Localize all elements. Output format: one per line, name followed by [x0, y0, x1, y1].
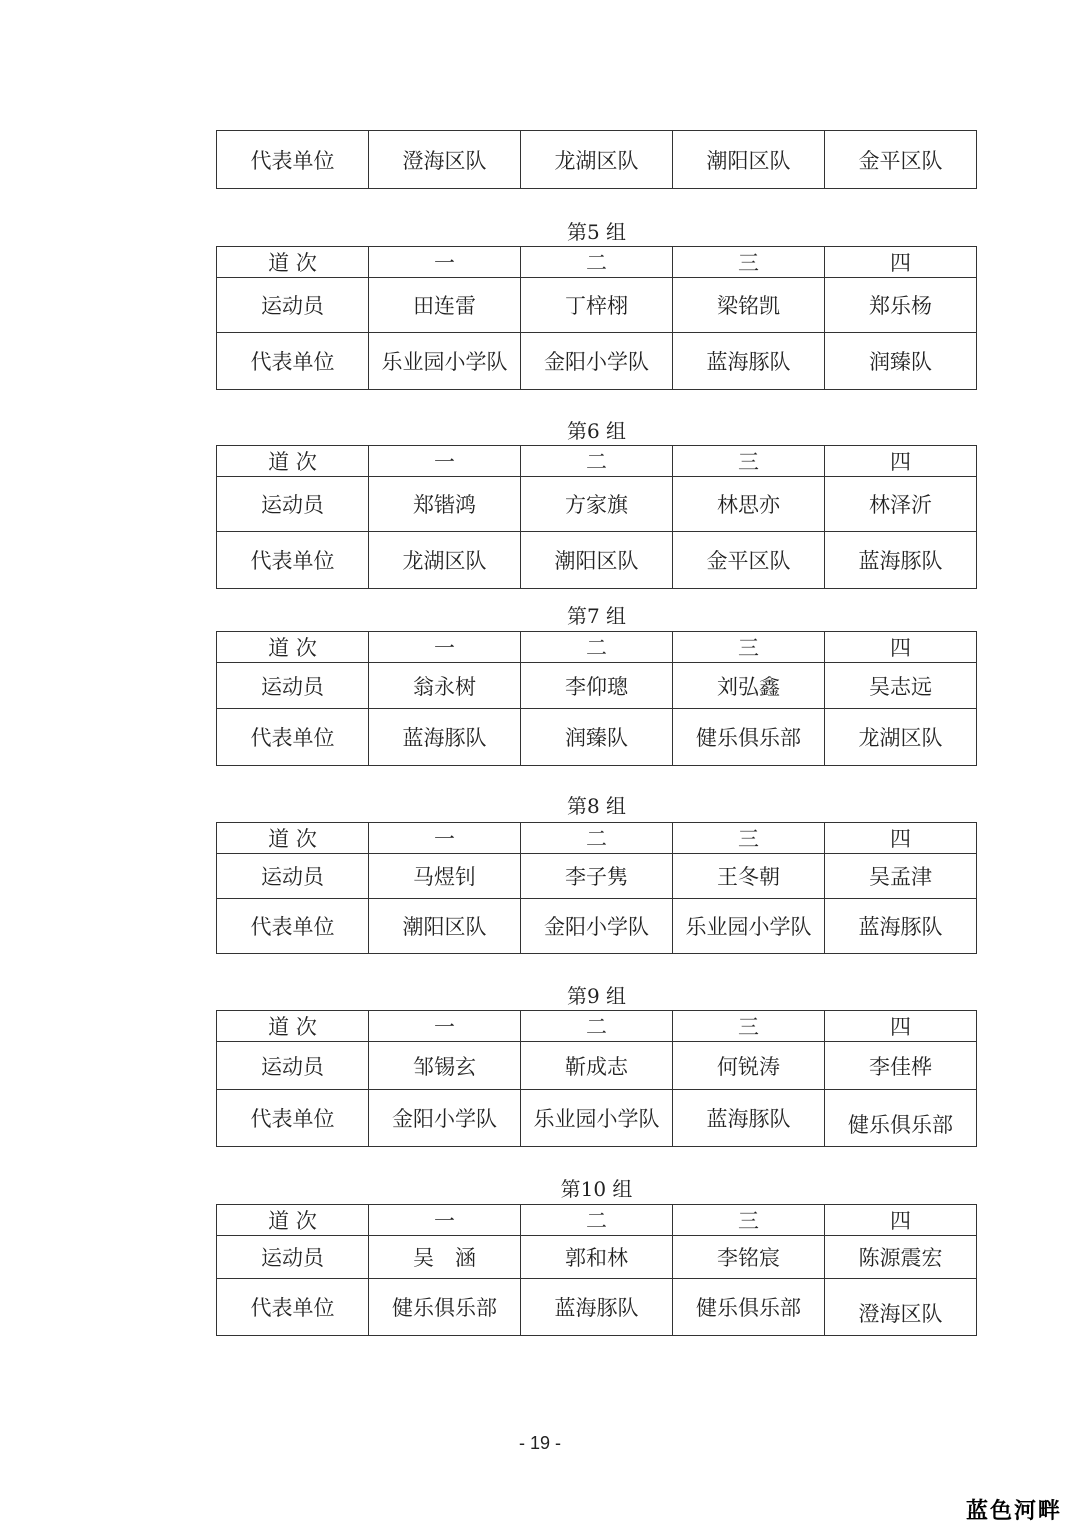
athlete-name: 马煜钊 — [369, 854, 521, 899]
group-title: 第10 组 — [560, 1177, 633, 1201]
athlete-name: 邹锡玄 — [369, 1042, 521, 1090]
lane-number: 三 — [673, 446, 825, 477]
athlete-name: 方家旗 — [521, 477, 673, 532]
athlete-name: 刘弘鑫 — [673, 663, 825, 709]
athlete-label: 运动员 — [217, 663, 369, 709]
athlete-name: 靳成志 — [521, 1042, 673, 1090]
unit-cell: 健乐俱乐部 — [673, 709, 825, 766]
unit-label: 代表单位 — [217, 333, 369, 390]
group-table — [216, 246, 977, 390]
lane-number: 三 — [673, 1205, 825, 1236]
athlete-name: 何锐涛 — [673, 1042, 825, 1090]
athlete-row — [217, 278, 977, 333]
lane-number: 四 — [825, 632, 977, 663]
group-table — [216, 822, 977, 954]
unit-cell: 潮阳区队 — [521, 532, 673, 589]
athlete-name: 林泽沂 — [825, 477, 977, 532]
lane-label: 道 次 — [217, 823, 369, 854]
unit-cell: 润臻队 — [521, 709, 673, 766]
group-table — [216, 631, 977, 766]
athlete-name: 吴志远 — [825, 663, 977, 709]
unit-cell: 润臻队 — [825, 333, 977, 390]
lane-number: 三 — [673, 1011, 825, 1042]
lane-row — [217, 247, 977, 278]
lane-number: 一 — [369, 1205, 521, 1236]
unit-cell: 金平区队 — [825, 131, 977, 189]
lane-row — [217, 1205, 977, 1236]
unit-cell: 澄海区队 — [369, 131, 521, 189]
athlete-name: 林思亦 — [673, 477, 825, 532]
athlete-name: 翁永树 — [369, 663, 521, 709]
lane-number: 四 — [825, 1205, 977, 1236]
lane-row — [217, 1011, 977, 1042]
unit-label: 代表单位 — [217, 1090, 369, 1147]
lane-label: 道 次 — [217, 1011, 369, 1042]
group-title: 第5 组 — [566, 220, 627, 244]
athlete-name: 梁铭凯 — [673, 278, 825, 333]
lane-number: 一 — [369, 247, 521, 278]
unit-label: 代表单位 — [217, 709, 369, 766]
lane-number: 四 — [825, 446, 977, 477]
athlete-label: 运动员 — [217, 1236, 369, 1279]
unit-cell: 乐业园小学队 — [673, 899, 825, 954]
unit-row — [217, 333, 977, 390]
athlete-row — [217, 477, 977, 532]
unit-row — [217, 899, 977, 954]
unit-cell: 潮阳区队 — [369, 899, 521, 954]
lane-label: 道 次 — [217, 446, 369, 477]
group-table — [216, 445, 977, 589]
athlete-name: 田连雷 — [369, 278, 521, 333]
unit-row — [217, 709, 977, 766]
lane-number: 二 — [521, 823, 673, 854]
unit-cell: 潮阳区队 — [673, 131, 825, 189]
lane-row — [217, 632, 977, 663]
lane-number: 一 — [369, 1011, 521, 1042]
unit-cell: 蓝海豚队 — [673, 333, 825, 390]
row-label: 代表单位 — [217, 131, 369, 189]
unit-row — [217, 532, 977, 589]
lane-number: 四 — [825, 1011, 977, 1042]
unit-cell: 乐业园小学队 — [521, 1090, 673, 1147]
athlete-label: 运动员 — [217, 854, 369, 899]
athlete-name: 吴孟津 — [825, 854, 977, 899]
unit-cell: 蓝海豚队 — [673, 1090, 825, 1147]
athlete-name: 王冬朝 — [673, 854, 825, 899]
unit-cell: 澄海区队 — [825, 1279, 977, 1336]
athlete-label: 运动员 — [217, 477, 369, 532]
unit-cell: 蓝海豚队 — [521, 1279, 673, 1336]
lane-number: 三 — [673, 247, 825, 278]
page-number: - 19 - — [518, 1433, 561, 1453]
athlete-name: 丁梓栩 — [521, 278, 673, 333]
unit-cell: 蓝海豚队 — [825, 899, 977, 954]
athlete-name: 吴 涵 — [369, 1236, 521, 1279]
athlete-row — [217, 1042, 977, 1090]
lane-number: 二 — [521, 632, 673, 663]
unit-row — [217, 1090, 977, 1147]
athlete-label: 运动员 — [217, 1042, 369, 1090]
athlete-name: 李子隽 — [521, 854, 673, 899]
athlete-name: 郑乐杨 — [825, 278, 977, 333]
unit-label: 代表单位 — [217, 899, 369, 954]
unit-cell: 龙湖区队 — [521, 131, 673, 189]
unit-cell: 龙湖区队 — [825, 709, 977, 766]
athlete-name: 郭和林 — [521, 1236, 673, 1279]
unit-label: 代表单位 — [217, 1279, 369, 1336]
unit-cell: 金阳小学队 — [521, 899, 673, 954]
lane-number: 一 — [369, 632, 521, 663]
lane-number: 一 — [369, 446, 521, 477]
lane-number: 二 — [521, 1205, 673, 1236]
group-title: 第8 组 — [566, 794, 627, 818]
athlete-label: 运动员 — [217, 278, 369, 333]
athlete-name: 李佳桦 — [825, 1042, 977, 1090]
lane-label: 道 次 — [217, 247, 369, 278]
athlete-name: 李铭宸 — [673, 1236, 825, 1279]
athlete-row — [217, 854, 977, 899]
lane-number: 三 — [673, 632, 825, 663]
lane-row — [217, 446, 977, 477]
athlete-name: 郑锴鸿 — [369, 477, 521, 532]
unit-cell: 金阳小学队 — [521, 333, 673, 390]
lane-row — [217, 823, 977, 854]
lane-number: 三 — [673, 823, 825, 854]
unit-cell: 健乐俱乐部 — [673, 1279, 825, 1336]
unit-cell: 蓝海豚队 — [825, 532, 977, 589]
athlete-name: 李仰璁 — [521, 663, 673, 709]
group-table — [216, 1010, 977, 1147]
athlete-name: 陈源震宏 — [825, 1236, 977, 1279]
lane-number: 二 — [521, 446, 673, 477]
unit-cell: 金阳小学队 — [369, 1090, 521, 1147]
lane-number: 四 — [825, 823, 977, 854]
unit-row — [217, 1279, 977, 1336]
unit-label: 代表单位 — [217, 532, 369, 589]
group-table — [216, 1204, 977, 1336]
lane-number: 一 — [369, 823, 521, 854]
unit-cell: 健乐俱乐部 — [369, 1279, 521, 1336]
group-title: 第9 组 — [566, 984, 627, 1008]
athlete-row — [217, 1236, 977, 1279]
unit-cell: 金平区队 — [673, 532, 825, 589]
group-title: 第6 组 — [566, 419, 627, 443]
continued-table-grid — [216, 130, 977, 189]
group-title: 第7 组 — [566, 604, 627, 628]
athlete-row — [217, 663, 977, 709]
watermark-logo: 蓝色河畔 — [965, 1498, 1062, 1524]
lane-number: 二 — [521, 1011, 673, 1042]
lane-number: 二 — [521, 247, 673, 278]
lane-number: 四 — [825, 247, 977, 278]
unit-cell: 龙湖区队 — [369, 532, 521, 589]
unit-row — [217, 131, 977, 189]
lane-label: 道 次 — [217, 1205, 369, 1236]
lane-label: 道 次 — [217, 632, 369, 663]
unit-cell: 健乐俱乐部 — [825, 1090, 977, 1147]
unit-cell: 蓝海豚队 — [369, 709, 521, 766]
unit-cell: 乐业园小学队 — [369, 333, 521, 390]
